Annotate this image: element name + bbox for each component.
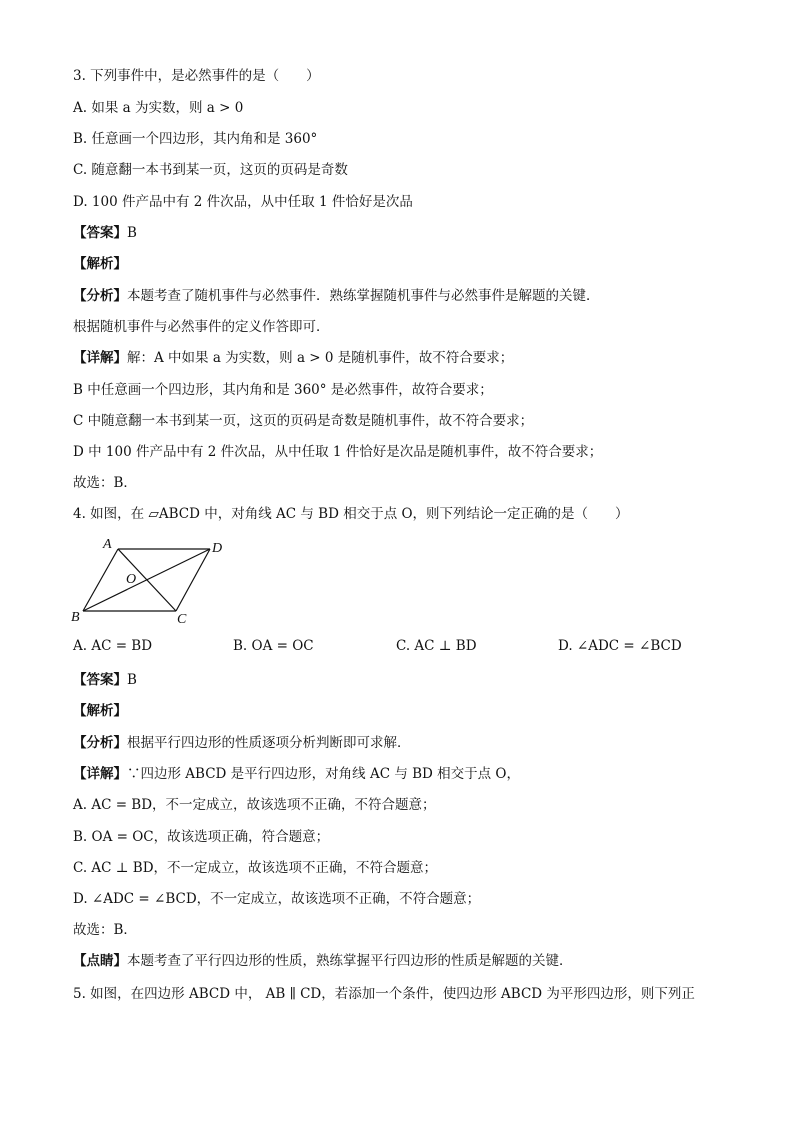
q3-option-b: B. 任意画一个四边形，其内角和是 360°: [73, 131, 318, 147]
q4-detail-tag: 【详解】: [73, 766, 127, 782]
q4-detail-text-first: ∵四边形 ABCD 是平行四边形，对角线 AC 与 BD 相交于点 O，: [127, 766, 521, 782]
q4-fenxi-tag: 【分析】: [73, 735, 127, 751]
q4-comment-tag: 【点睛】: [73, 953, 127, 969]
q4-detail-c: C. AC ⊥ BD，不一定成立，故该选项不正确，不符合题意；: [73, 860, 438, 876]
q3-answer: [73, 223, 137, 243]
q3-option-a: A. 如果 a 为实数，则 a > 0: [73, 100, 244, 116]
q4-stem: 4. 如图，在 ▱ABCD 中，对角线 AC 与 BD 相交于点 O，则下列结论一定正确的是（ ）: [73, 506, 629, 522]
q4-detail-d: D. ∠ADC = ∠BCD，不一定成立，故该选项不正确，不符合题意；: [73, 891, 481, 907]
q4-option-c: C. AC ⊥ BD: [396, 638, 477, 654]
q3-fenxi-text: 本题考查了随机事件与必然事件．熟练掌握随机事件与必然事件是解题的关键．: [127, 288, 600, 304]
q5-stem: 5. 如图，在四边形 ABCD 中， AB ∥ CD，若添加一个条件，使四边形 ABCD 为平形四边形，则下列正: [73, 986, 695, 1002]
q4-analysis-tag: 【解析】: [73, 703, 127, 719]
label-o: O: [126, 572, 137, 587]
parallelogram-figure: [66, 534, 236, 630]
q4-detail-first: [73, 764, 520, 784]
q4-comment-text: 本题考查了平行四边形的性质，熟练掌握平行四边形的性质是解题的关键．: [127, 953, 573, 969]
edge-ab: [83, 549, 118, 611]
diagonal-bd: [83, 549, 210, 611]
q4-comment: [73, 951, 573, 971]
edge-cd: [176, 549, 210, 611]
q3-fenxi: [73, 286, 600, 306]
q4-detail-b: B. OA = OC，故该选项正确，符合题意；: [73, 829, 330, 845]
q3-fenxi-2: 根据随机事件与必然事件的定义作答即可．: [73, 319, 330, 335]
q4-option-b: B. OA = OC: [233, 638, 314, 654]
q3-detail-3: C 中随意翻一本书到某一页，这页的页码是奇数是随机事件，故不符合要求；: [73, 413, 534, 429]
q3-detail-4: D 中 100 件产品中有 2 件次品，从中任取 1 件恰好是次品是随机事件，故不符合要求；: [73, 444, 603, 460]
q3-detail-text-1: 解：A 中如果 a 为实数，则 a > 0 是随机事件，故不符合要求；: [127, 350, 514, 366]
q3-answer-tag: 【答案】: [73, 225, 127, 241]
q4-detail-a: A. AC = BD，不一定成立，故该选项不正确，不符合题意；: [73, 797, 436, 813]
label-a: A: [103, 537, 112, 552]
q3-conclusion: 故选：B．: [73, 475, 137, 491]
q4-option-d: D. ∠ADC = ∠BCD: [558, 638, 682, 654]
q4-options: [0, 638, 794, 658]
q4-conclusion: 故选：B．: [73, 922, 137, 938]
q3-answer-value: B: [127, 225, 137, 241]
label-b: B: [71, 610, 80, 625]
q3-fenxi-tag: 【分析】: [73, 288, 127, 304]
q3-stem: 3. 下列事件中，是必然事件的是（ ）: [73, 68, 320, 84]
q3-detail-1: [73, 348, 513, 368]
q3-analysis-tag: 【解析】: [73, 256, 127, 272]
q4-fenxi: [73, 733, 411, 753]
q4-answer: [73, 670, 137, 690]
label-c: C: [177, 612, 187, 627]
q4-answer-tag: 【答案】: [73, 672, 127, 688]
label-d: D: [212, 541, 223, 556]
q4-answer-value: B: [127, 672, 137, 688]
q3-detail-2: B 中任意画一个四边形，其内角和是 360° 是必然事件，故符合要求；: [73, 382, 493, 398]
q3-option-c: C. 随意翻一本书到某一页，这页的页码是奇数: [73, 162, 348, 178]
q4-option-a: A. AC = BD: [73, 638, 153, 654]
q3-option-d: D. 100 件产品中有 2 件次品，从中任取 1 件恰好是次品: [73, 194, 413, 210]
q4-fenxi-text: 根据平行四边形的性质逐项分析判断即可求解．: [127, 735, 411, 751]
q3-detail-tag: 【详解】: [73, 350, 127, 366]
